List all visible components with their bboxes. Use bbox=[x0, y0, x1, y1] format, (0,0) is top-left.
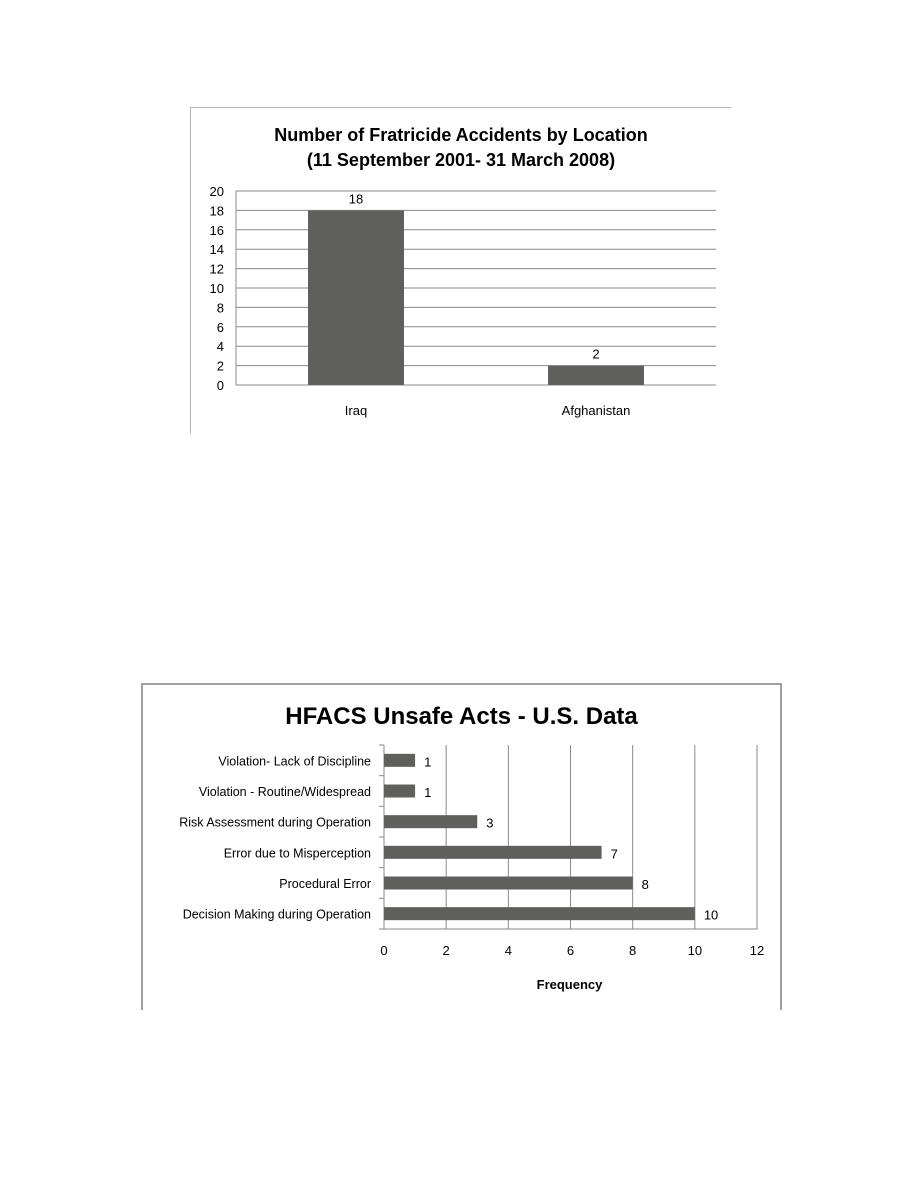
y-tick-label: 6 bbox=[216, 319, 224, 335]
chart-hfacs-unsafe-acts bbox=[141, 683, 782, 1010]
category-label: Procedural Error bbox=[279, 877, 371, 891]
y-tick-label: 12 bbox=[209, 261, 224, 277]
y-tick-label: 20 bbox=[209, 184, 224, 199]
x-tick-label: 10 bbox=[687, 943, 703, 958]
y-tick-label: 14 bbox=[209, 242, 224, 258]
chart-subtitle: (11 September 2001- 31 March 2008) bbox=[306, 150, 616, 170]
y-tick-label: 2 bbox=[216, 358, 224, 374]
category-label: Violation - Routine/Widespread bbox=[198, 785, 371, 799]
x-tick-label: 2 bbox=[442, 943, 450, 958]
x-tick-label: 4 bbox=[504, 943, 512, 958]
bar bbox=[384, 846, 602, 859]
category-label: Error due to Misperception bbox=[223, 846, 371, 861]
chart-title: Number of Fratricide Accidents by Location bbox=[274, 125, 648, 145]
y-tick-label: 16 bbox=[209, 222, 224, 238]
data-label: 18 bbox=[348, 191, 364, 207]
y-tick-label: 10 bbox=[209, 281, 224, 296]
y-tick-label: 0 bbox=[216, 378, 224, 393]
chart-fratricide-by-location bbox=[190, 107, 731, 434]
y-tick-label: 4 bbox=[216, 339, 224, 355]
x-tick-label: 0 bbox=[380, 943, 388, 958]
x-tick-label: 12 bbox=[749, 943, 765, 958]
y-tick-label: 8 bbox=[216, 300, 224, 316]
bar bbox=[548, 366, 644, 385]
chart-title: HFACS Unsafe Acts - U.S. Data bbox=[285, 703, 638, 730]
x-axis-title: Frequency bbox=[536, 977, 603, 992]
data-label: 2 bbox=[592, 346, 600, 362]
bar bbox=[384, 785, 415, 798]
x-tick-label: 6 bbox=[566, 943, 575, 958]
bar bbox=[384, 815, 477, 828]
data-label: 1 bbox=[424, 785, 432, 800]
data-label: 10 bbox=[703, 907, 719, 923]
data-label: 3 bbox=[486, 815, 494, 831]
category-label: Risk Assessment during Operation bbox=[179, 815, 371, 830]
x-tick-label: Iraq bbox=[344, 403, 368, 418]
bar-chart-plot bbox=[191, 108, 731, 434]
bar bbox=[384, 907, 695, 920]
bar bbox=[384, 877, 633, 890]
horizontal-bar-chart-plot bbox=[143, 685, 780, 1010]
x-tick-label: 8 bbox=[629, 943, 637, 958]
data-label: 8 bbox=[641, 877, 649, 892]
category-label: Violation- Lack of Discipline bbox=[218, 754, 371, 769]
data-label: 7 bbox=[610, 846, 618, 862]
bar bbox=[308, 210, 404, 385]
y-tick-label: 18 bbox=[209, 203, 224, 219]
x-tick-label: Afghanistan bbox=[561, 403, 631, 418]
category-label: Decision Making during Operation bbox=[182, 907, 371, 922]
data-label: 1 bbox=[424, 754, 432, 770]
bar bbox=[384, 754, 415, 767]
